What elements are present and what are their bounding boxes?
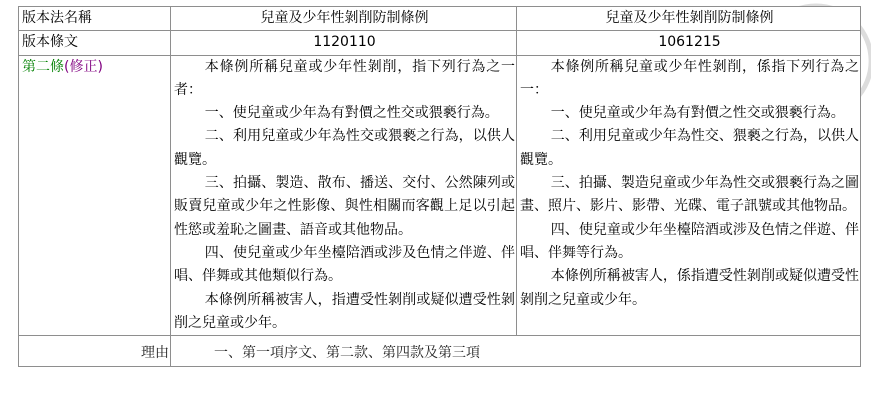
paragraph: 二、利用兒童或少年為性交或猥褻之行為，以供人觀覽。 [174, 128, 515, 168]
law-name-label: 版本法名稱 [19, 7, 171, 31]
paragraph: 本條例所稱兒童或少年性剝削，指下列行為之一者： [174, 58, 515, 98]
version-label: 版本條文 [19, 31, 171, 55]
paragraph: 二、利用兒童或少年為性交、猥褻之行為，以供人觀覽。 [520, 128, 859, 168]
version-row [19, 31, 861, 55]
article-row [19, 55, 861, 336]
paragraph: 一、使兒童或少年為有對價之性交或猥褻行為。 [204, 105, 499, 122]
law-name-new: 兒童及少年性剝削防制條例 [171, 7, 517, 31]
reason-text: 一、第一項序文、第二款、第四款及第三項 [214, 345, 480, 362]
paragraph: 本條例所稱被害人，指遭受性剝削或疑似遭受性剝削之兒童或少年。 [174, 291, 515, 331]
paragraph: 三、拍攝、製造、散布、播送、交付、公然陳列或販賣兒童或少年之性影像、與性相關而客觀上足以引起性慾或羞恥之圖畫、語音或其他物品。 [174, 175, 515, 238]
version-new: 1120110 [171, 31, 517, 55]
law-comparison-table [18, 6, 861, 367]
paragraph: 四、使兒童或少年坐檯陪酒或涉及色情之伴遊、伴唱、伴舞等行為。 [520, 221, 859, 261]
paragraph: 四、使兒童或少年坐檯陪酒或涉及色情之伴遊、伴唱、伴舞或其他類似行為。 [174, 244, 515, 285]
law-name-old: 兒童及少年性剝削防制條例 [517, 7, 861, 31]
paragraph: 三、拍攝、製造兒童或少年為性交或猥褻行為之圖畫、照片、影片、影帶、光碟、電子訊號或其他物品。 [520, 175, 859, 215]
paragraph: 本條例所稱兒童或少年性剝削，係指下列行為之一： [520, 58, 859, 98]
version-old: 1061215 [517, 31, 861, 55]
reason-row [19, 336, 861, 367]
article-number: 第二條 [22, 58, 64, 75]
reason-label: 理由 [141, 345, 169, 362]
article-new-text [171, 55, 517, 336]
article-old-text [517, 55, 861, 336]
paragraph: 本條例所稱被害人，係指遭受性剝削或疑似遭受性剝削之兒童或少年。 [520, 268, 859, 308]
law-name-row [19, 7, 861, 31]
article-heading [19, 55, 171, 336]
paragraph: 一、使兒童或少年為有對價之性交或猥褻行為。 [550, 105, 845, 122]
article-status: (修正) [64, 58, 103, 75]
